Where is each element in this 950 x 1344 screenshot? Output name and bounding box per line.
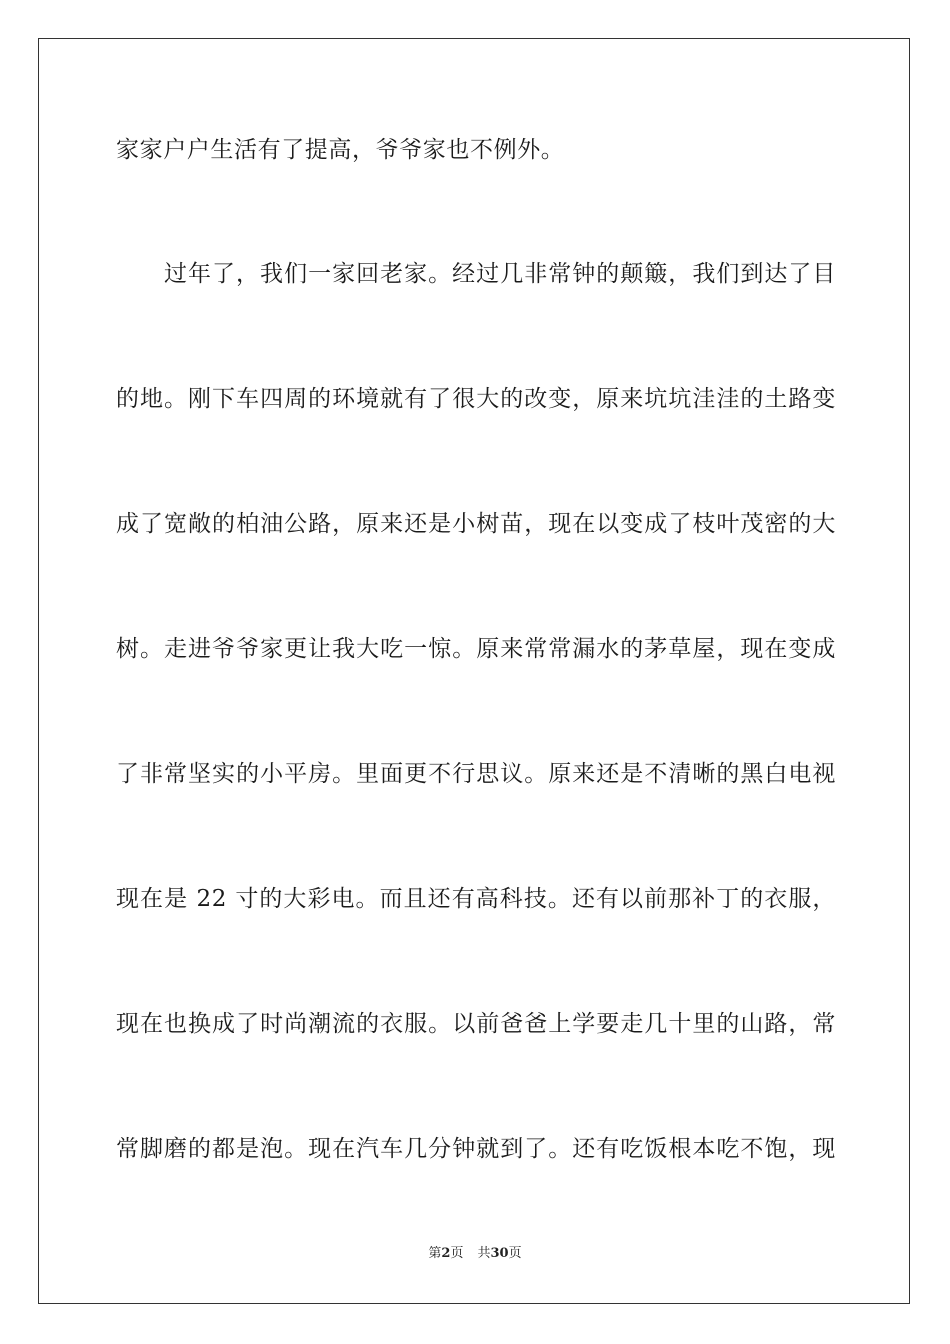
paragraph-first-line: 过年了，我们一家回老家。经过几非常钟的颠簸，我们到达了目 <box>164 261 836 287</box>
text-line: 现在也换成了时尚潮流的衣服。以前爸爸上学要走几十里的山路，常 <box>116 1011 836 1037</box>
text-line: 常脚磨的都是泡。现在汽车几分钟就到了。还有吃饭根本吃不饱，现 <box>116 1136 836 1162</box>
text-line: 树。走进爷爷家更让我大吃一惊。原来常常漏水的茅草屋，现在变成 <box>116 636 836 662</box>
text-line: 的地。刚下车四周的环境就有了很大的改变，原来坑坑洼洼的土路变 <box>116 386 836 412</box>
text-line: 了非常坚实的小平房。里面更不行思议。原来还是不清晰的黑白电视 <box>116 761 836 787</box>
text-line: 家家户户生活有了提高，爷爷家也不例外。 <box>116 137 565 163</box>
text-line: 成了宽敞的柏油公路，原来还是小树苗，现在以变成了枝叶茂密的大 <box>116 511 836 537</box>
page-border <box>38 38 910 1304</box>
total-pages: 30 <box>490 1246 509 1261</box>
page-footer <box>0 1245 950 1263</box>
page-number: 2 <box>441 1246 451 1261</box>
page-suffix: 页 <box>450 1246 464 1261</box>
text-line: 现在是 22 寸的大彩电。而且还有高科技。还有以前那补丁的衣服， <box>116 886 836 912</box>
page-prefix: 第 <box>428 1246 442 1261</box>
total-prefix: 共 <box>477 1246 491 1261</box>
total-suffix: 页 <box>508 1246 522 1261</box>
